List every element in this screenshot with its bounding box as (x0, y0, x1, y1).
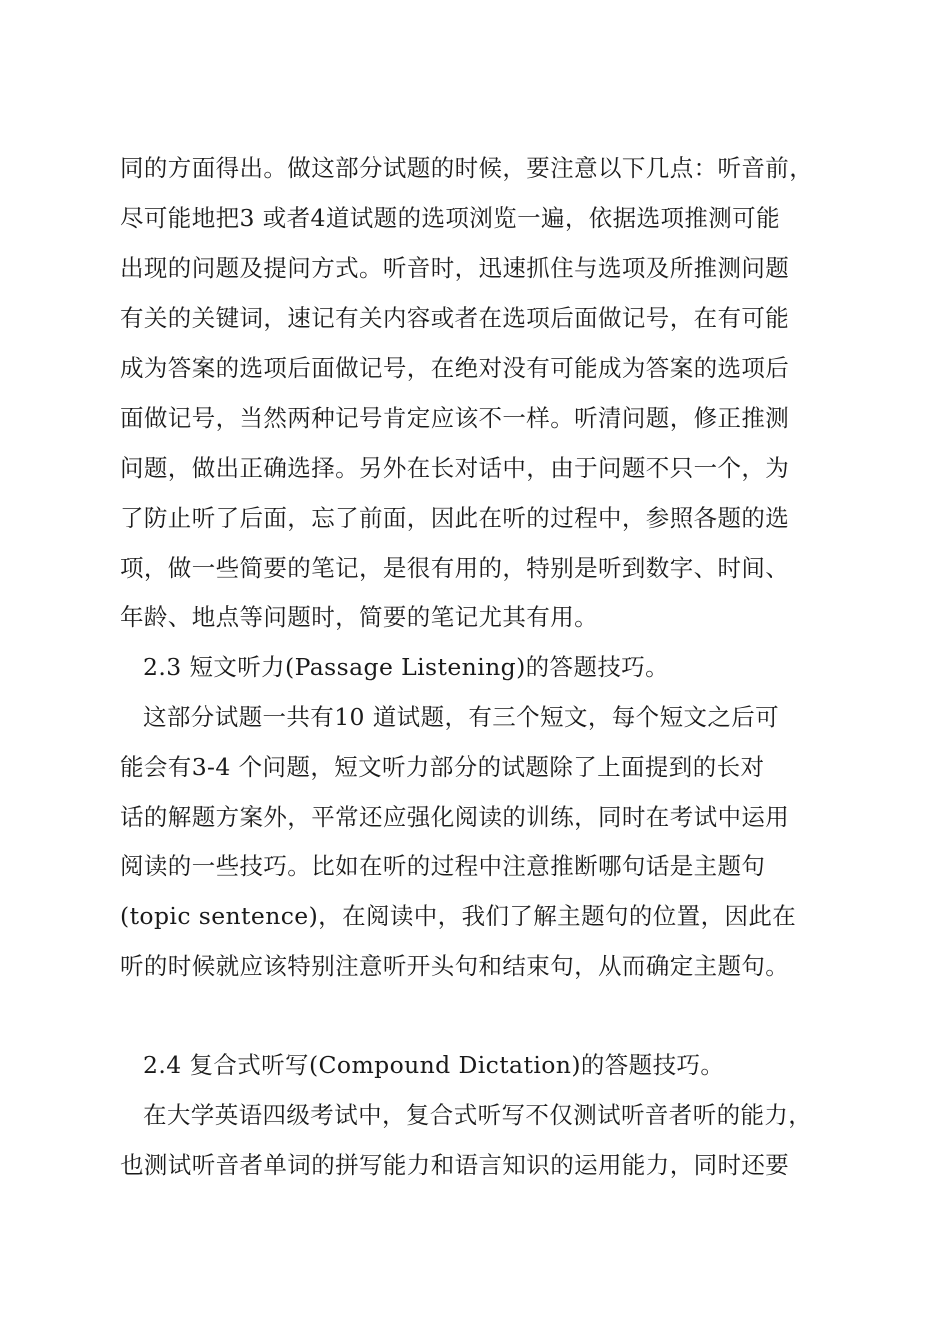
paragraph-2-line: 能会有3-4 个问题，短文听力部分的试题除了上面提到的长对 (120, 753, 765, 781)
paragraph-1-line: 项，做一些简要的笔记，是很有用的，特别是听到数字、时间、 (120, 554, 790, 582)
paragraph-1-line: 面做记号，当然两种记号肯定应该不一样。听清问题，修正推测 (120, 404, 790, 432)
paragraph-1-line: 成为答案的选项后面做记号，在绝对没有可能成为答案的选项后 (120, 354, 790, 382)
paragraph-1-line: 年龄、地点等问题时，简要的笔记尤其有用。 (120, 603, 598, 631)
paragraph-3-line: 在大学英语四级考试中，复合式听写不仅测试听音者听的能力， (143, 1101, 813, 1129)
paragraph-1-line: 了防止听了后面，忘了前面，因此在听的过程中，参照各题的选 (120, 504, 790, 532)
paragraph-1-line: 出现的问题及提问方式。听音时，迅速抓住与选项及所推测问题 (120, 254, 790, 282)
paragraph-1-line: 同的方面得出。做这部分试题的时候，要注意以下几点：听音前， (120, 154, 814, 182)
paragraph-2-line: 话的解题方案外，平常还应强化阅读的训练，同时在考试中运用 (120, 803, 790, 831)
paragraph-3-line: 也测试听音者单词的拼写能力和语言知识的运用能力，同时还要 (120, 1151, 790, 1179)
paragraph-1-line: 问题，做出正确选择。另外在长对话中，由于问题不只一个，为 (120, 454, 790, 482)
paragraph-2-line: 阅读的一些技巧。比如在听的过程中注意推断哪句话是主题句 (120, 852, 766, 880)
paragraph-2-line: (topic sentence)，在阅读中，我们了解主题句的位置，因此在 (120, 902, 797, 930)
paragraph-2-line: 听的时候就应该特别注意听开头句和结束句，从而确定主题句。 (120, 952, 790, 980)
paragraph-1-line: 有关的关键词，速记有关内容或者在选项后面做记号，在有可能 (120, 304, 790, 332)
paragraph-1-line: 尽可能地把3 或者4道试题的选项浏览一遍，依据选项推测可能 (120, 204, 780, 232)
section-heading-2-4: 2.4 复合式听写(Compound Dictation)的答题技巧。 (143, 1051, 725, 1079)
paragraph-2-line: 这部分试题一共有10 道试题，有三个短文，每个短文之后可 (143, 703, 780, 731)
section-heading-2-3: 2.3 短文听力(Passage Listening)的答题技巧。 (143, 653, 670, 681)
